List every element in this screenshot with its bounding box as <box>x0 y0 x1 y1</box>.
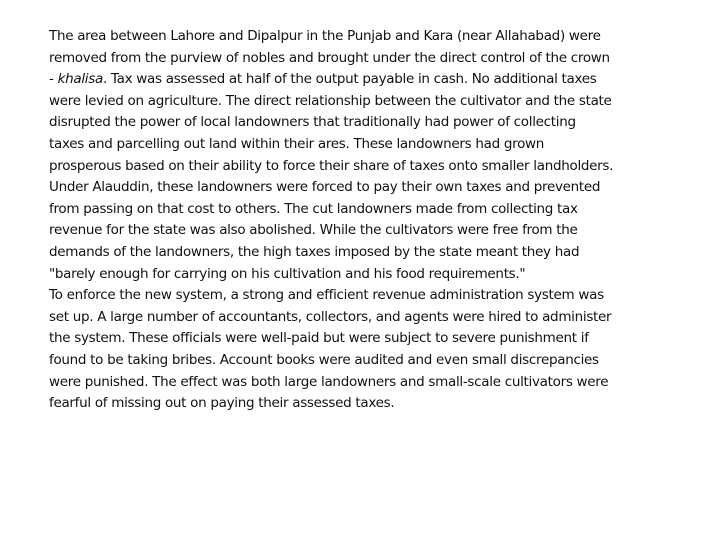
text-fragment: . Tax was assessed at half of the output payable in cash. No additional taxes <box>102 71 597 88</box>
text-line: removed from the purview of nobles and brought under the direct control of the crown <box>49 49 610 66</box>
text-line: fearful of missing out on paying their assessed taxes. <box>49 395 395 412</box>
text-line: were punished. The effect was both large landowners and small-scale cultivators were <box>49 373 609 390</box>
document-body <box>49 26 689 415</box>
text-line: demands of the landowners, the high taxes imposed by the state meant they had <box>49 243 580 260</box>
text-line: disrupted the power of local landowners that traditionally had power of collecting <box>49 114 576 131</box>
text-line: The area between Lahore and Dipalpur in the Punjab and Kara (near Allahabad) were <box>49 28 601 44</box>
text-line: were levied on agriculture. The direct relationship between the cultivator and the state <box>49 92 612 109</box>
text-line: revenue for the state was also abolished. While the cultivators were free from the <box>49 222 578 239</box>
text-line: prosperous based on their ability to force their share of taxes onto smaller landholders. <box>49 157 614 174</box>
text-line: Under Alauddin, these landowners were forced to pay their own taxes and prevented <box>49 179 601 196</box>
paragraph-revenue-administration <box>49 285 689 415</box>
text-line: To enforce the new system, a strong and efficient revenue administration system was <box>49 287 604 304</box>
text-line: from passing on that cost to others. The cut landowners made from collecting tax <box>49 200 578 217</box>
text-line: set up. A large number of accountants, collectors, and agents were hired to administer <box>49 308 612 325</box>
khalisa-term: khalisa <box>57 71 103 88</box>
text-line: "barely enough for carrying on his cultivation and his food requirements." <box>49 265 526 282</box>
paragraph-khalisa <box>49 26 689 285</box>
text-line: taxes and parcelling out land within their ares. These landowners had grown <box>49 135 545 152</box>
text-line: found to be taking bribes. Account books were audited and even small discrepancies <box>49 351 599 368</box>
text-line: the system. These officials were well-paid but were subject to severe punishment if <box>49 330 589 347</box>
text-line <box>49 69 689 91</box>
text-fragment: - <box>49 71 58 88</box>
